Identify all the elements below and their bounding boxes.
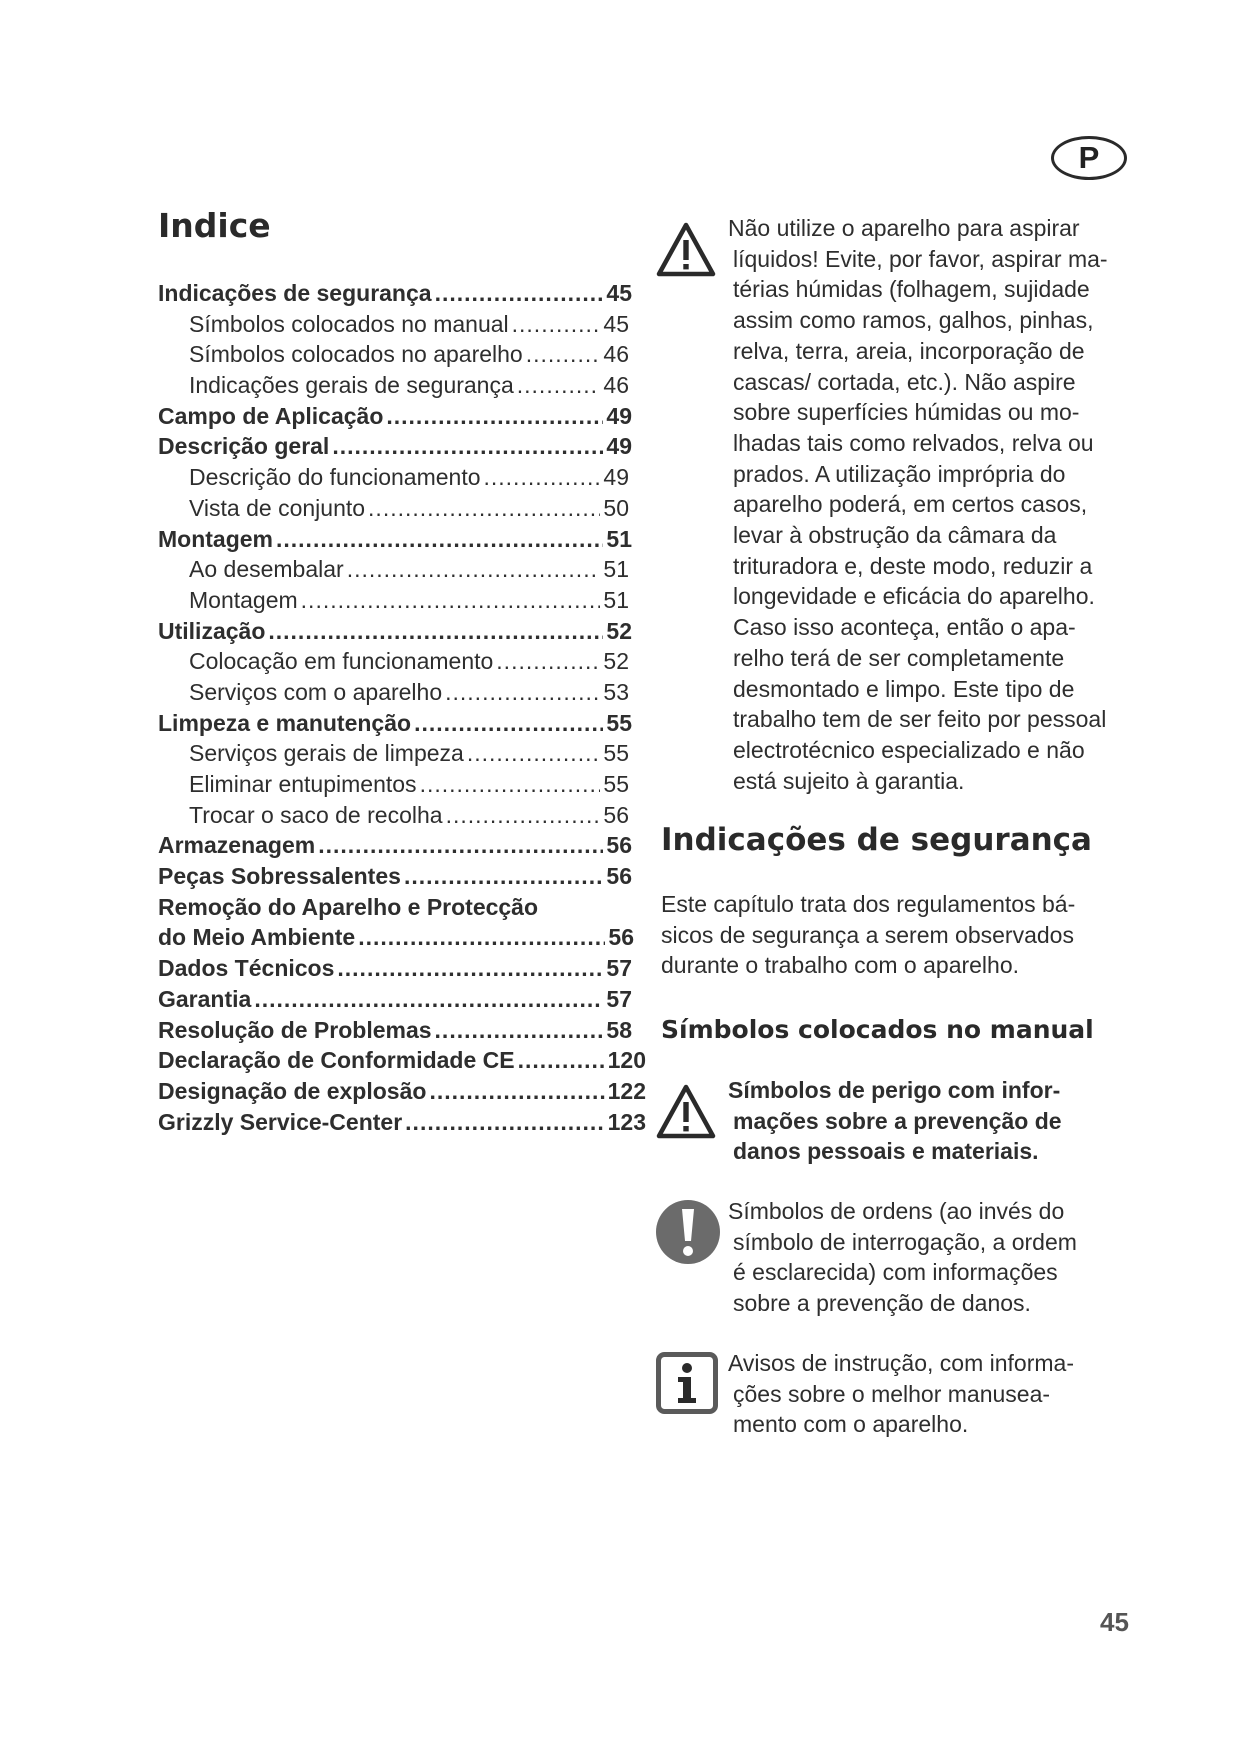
toc-entry[interactable]: Garantia ..... 57 (158, 984, 632, 1015)
info-icon (656, 1352, 718, 1414)
toc-entry[interactable]: do Meio Ambiente ..... 56 (158, 922, 634, 953)
text-line: líquidos! Evite, por favor, aspirar ma- (733, 245, 1108, 272)
toc-title: Indice (158, 206, 271, 245)
toc-entry[interactable]: Vista de conjunto ..... 50 (158, 493, 629, 524)
toc-entry[interactable]: Montagem ..... 51 (158, 524, 632, 555)
warning-notice (728, 213, 1108, 796)
toc-entry[interactable]: Trocar o saco de recolha ..... 56 (158, 800, 629, 831)
toc-entry[interactable]: Montagem ..... 51 (158, 585, 629, 616)
toc-entry[interactable]: Campo de Aplicação ..... 49 (158, 401, 632, 432)
warning-triangle-icon (656, 1084, 716, 1140)
text-line: Não utilize o aparelho para aspirar (728, 215, 1080, 241)
toc-entry[interactable]: Serviços gerais de limpeza ..... 55 (158, 738, 629, 769)
text-line: lhadas tais como relvados, relva ou (733, 429, 1094, 456)
text-line: aparelho poderá, em certos casos, (733, 491, 1088, 518)
text-line: está sujeito à garantia. (733, 767, 965, 794)
text-line: trituradora e, deste modo, reduzir a (733, 552, 1093, 579)
text-line: electrotécnico especializado e não (733, 736, 1085, 763)
text-line: é esclarecida) com informações (733, 1259, 1058, 1286)
text-line: durante o trabalho com o aparelho. (661, 952, 1020, 979)
toc-entry[interactable]: Limpeza e manutenção ..... 55 (158, 708, 632, 739)
toc-entry[interactable]: Resolução de Problemas ..... 58 (158, 1015, 632, 1046)
text-line: Símbolos de perigo com infor- (728, 1077, 1061, 1103)
toc-entry[interactable]: Armazenagem ..... 56 (158, 830, 632, 861)
text-line: relva, terra, areia, incorporação de (733, 337, 1085, 364)
toc-entry[interactable]: Indicações gerais de segurança ..... 46 (158, 370, 629, 401)
toc-entry[interactable]: Colocação em funcionamento ..... 52 (158, 646, 629, 677)
section-intro (661, 889, 1075, 981)
toc-entry[interactable]: Símbolos colocados no aparelho ..... 46 (158, 339, 629, 370)
text-line: Caso isso aconteça, então o apa- (733, 614, 1076, 641)
text-line: assim como ramos, galhos, pinhas, (733, 307, 1094, 334)
toc-entry[interactable]: Utilização ..... 52 (158, 616, 632, 647)
text-line: sicos de segurança a serem observados (661, 921, 1074, 948)
toc-entry[interactable]: Ao desembalar ..... 51 (158, 554, 629, 585)
table-of-contents (158, 278, 658, 1137)
warning-triangle-icon (656, 222, 716, 278)
toc-entry[interactable]: Designação de explosão ..... 122 (158, 1076, 646, 1107)
text-line: longevidade e eficácia do aparelho. (733, 583, 1095, 610)
text-line: Símbolos de ordens (ao invés do (728, 1198, 1065, 1224)
text-line: prados. A utilização imprópria do (733, 460, 1066, 487)
toc-entry[interactable]: Serviços com o aparelho ..... 53 (158, 677, 629, 708)
text-line: relho terá de ser completamente (733, 644, 1065, 671)
text-line: mações sobre a prevenção de (733, 1107, 1062, 1134)
toc-entry[interactable]: Grizzly Service-Center ..... 123 (158, 1107, 646, 1138)
text-line: térias húmidas (folhagem, sujidade (733, 276, 1090, 303)
exclamation-icon (656, 1200, 720, 1264)
language-badge-label: P (1078, 140, 1100, 175)
language-badge (1051, 136, 1127, 180)
text-line: desmontado e limpo. Este tipo de (733, 675, 1075, 702)
toc-entry[interactable]: Dados Técnicos ..... 57 (158, 953, 632, 984)
command-symbol-description (728, 1196, 1077, 1319)
toc-entry[interactable]: Indicações de segurança ..... 45 (158, 278, 632, 309)
text-line: símbolo de interrogação, a ordem (733, 1228, 1077, 1255)
subsection-heading: Símbolos colocados no manual (661, 1015, 1094, 1044)
toc-entry[interactable]: Símbolos colocados no manual ..... 45 (158, 309, 629, 340)
toc-entry[interactable]: Descrição geral ..... 49 (158, 431, 632, 462)
toc-entry[interactable]: Descrição do funcionamento ..... 49 (158, 462, 629, 493)
text-line: sobre a prevenção de danos. (733, 1290, 1031, 1317)
section-heading: Indicações de segurança (661, 822, 1092, 858)
text-line: mento com o aparelho. (733, 1411, 969, 1438)
text-line: sobre superfícies húmidas ou mo- (733, 399, 1080, 426)
text-line: Avisos de instrução, com informa- (728, 1350, 1074, 1376)
toc-entry[interactable]: Peças Sobressalentes ..... 56 (158, 861, 632, 892)
text-line: levar à obstrução da câmara da (733, 522, 1057, 549)
toc-entry[interactable]: Remoção do Aparelho e Protecção (158, 893, 539, 920)
danger-symbol-description (728, 1075, 1062, 1167)
toc-entry[interactable]: Declaração de Conformidade CE ..... 120 (158, 1045, 646, 1076)
text-line: Este capítulo trata dos regulamentos bá- (661, 891, 1076, 917)
text-line: cascas/ cortada, etc.). Não aspire (733, 368, 1076, 395)
page-number: 45 (1100, 1607, 1129, 1637)
text-line: ções sobre o melhor manusea- (733, 1380, 1051, 1407)
text-line: danos pessoais e materiais. (733, 1138, 1039, 1165)
text-line: trabalho tem de ser feito por pessoal (733, 706, 1107, 733)
instruction-symbol-description (728, 1348, 1074, 1440)
toc-entry[interactable]: Eliminar entupimentos ..... 55 (158, 769, 629, 800)
